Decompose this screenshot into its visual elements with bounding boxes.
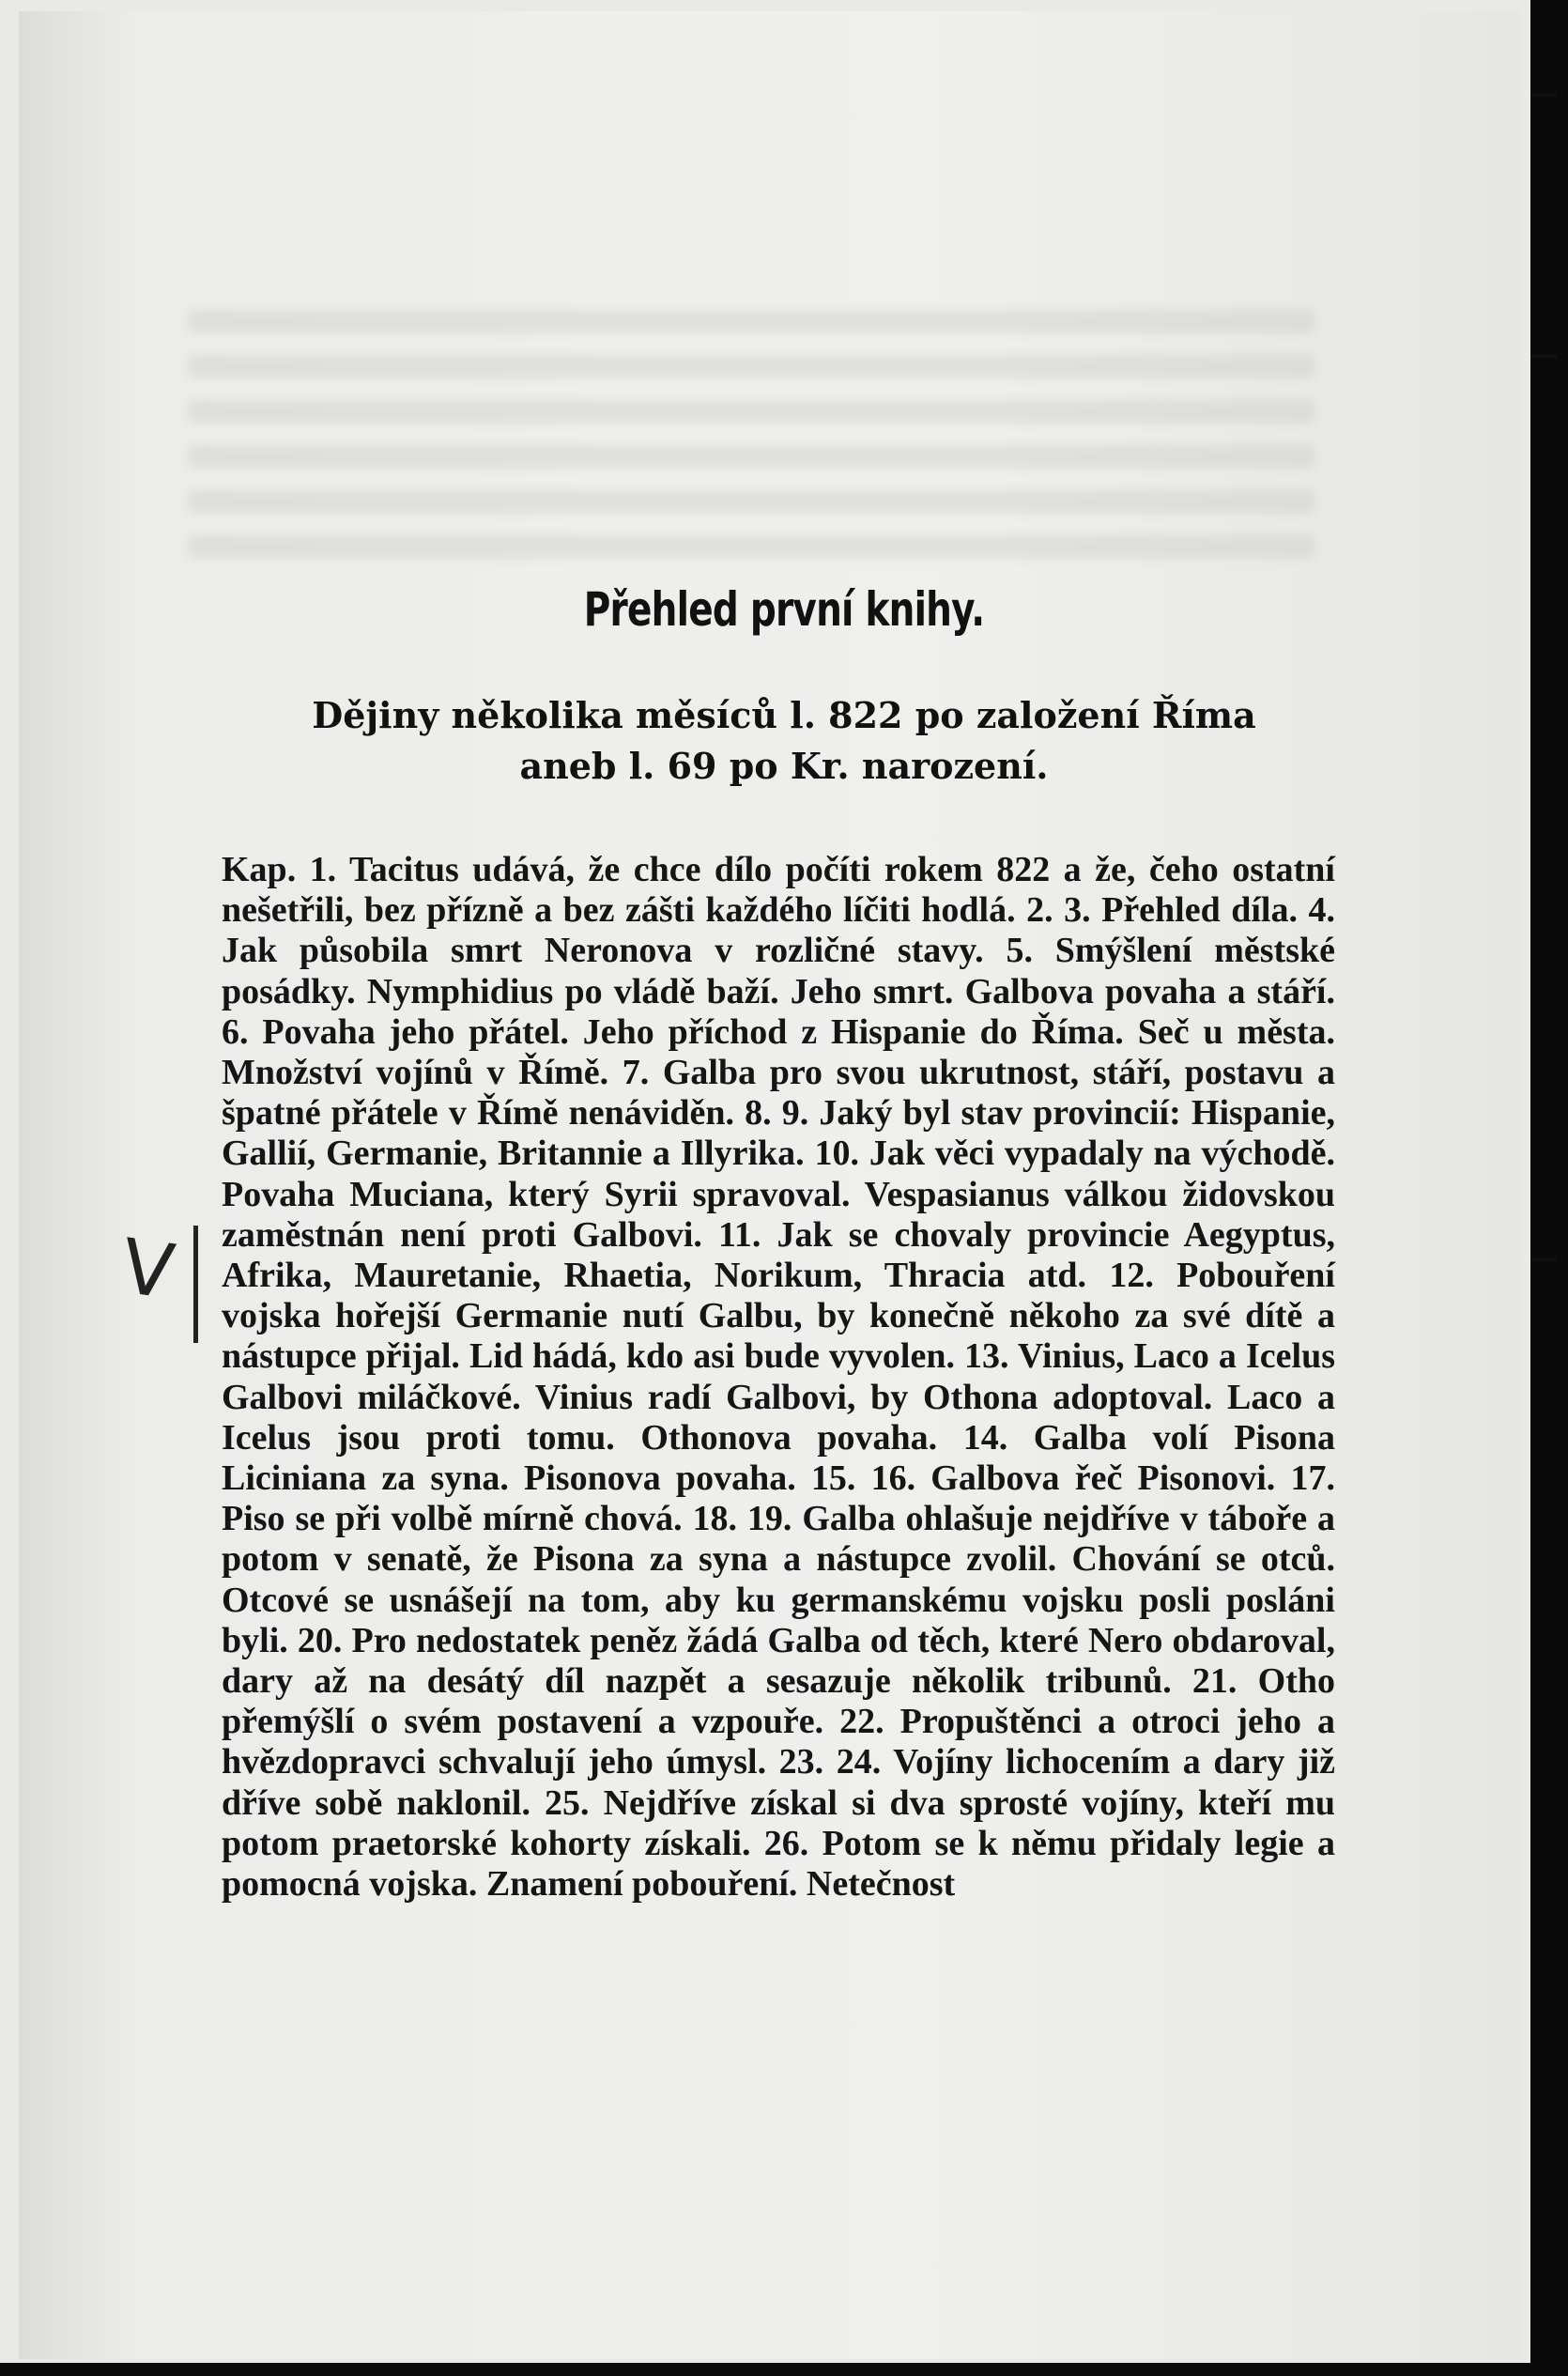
handwritten-margin-line bbox=[193, 1226, 198, 1343]
show-through-text bbox=[188, 310, 1314, 573]
scan-tick-mark bbox=[1530, 355, 1557, 358]
page-title: Přehled první knihy. bbox=[583, 582, 985, 637]
scan-border-right bbox=[1530, 0, 1568, 2376]
subtitle-line-2: aneb l. 69 po Kr. narození. bbox=[519, 745, 1049, 787]
page-subtitle bbox=[0, 690, 1568, 792]
handwritten-check-mark: V bbox=[115, 1222, 179, 1317]
subtitle-line-1: Dějiny několika měsíců l. 822 po založení Říma bbox=[312, 694, 1256, 736]
scan-border-bottom bbox=[0, 2363, 1568, 2376]
chapter-summary-text: Kap. 1. Tacitus udává, že chce dílo počíti rokem 822 a že, čeho ostatní nešetřili, bez přízně a bez zášti každého líčiti hodlá. 2. 3. Přehled díla. 4. Jak působila smrt Neronova v rozličné stavy. 5. Smýšlení městské posádky. Nymphidius po vládě baží. Jeho smrt. Galbova povaha a stáří. 6. Povaha jeho přátel. Jeho příchod z Hispanie do Říma. Seč u města. Množství vojínů v Římě. 7. Galba pro svou ukrutnost, stáří, postavu a špatné přátele v Římě nenáviděn. 8. 9. Jaký byl stav provincií: Hispanie, Gallií, Germanie, Britannie a Illyrika. 10. Jak věci vypadaly na východě. Povaha Muciana, který Syrii spravoval. Vespasianus válkou židovskou zaměstnán není proti Galbovi. 11. Jak se chovaly provincie Aegyptus, Afrika, Mauretanie, Rhaetia, Norikum, Thracia atd. 12. Pobouření vojska hořejší Germanie nutí Galbu, by konečně někoho za své dítě a nástupce přijal. Lid hádá, kdo asi bude vyvolen. 13. Vinius, Laco a Icelus Galbovi miláčkové. Vinius radí Galbovi, by Othona adoptoval. Laco a Icelus jsou proti tomu. Othonova povaha. 14. Galba volí Pisona Liciniana za syna. Pisonova povaha. 15. 16. Galbova řeč Pisonovi. 17. Piso se při volbě mírně chová. 18. 19. Galba ohlašuje nejdříve v táboře a potom v senatě, že Pisona za syna a nástupce zvolil. Chování se otců. Otcové se usnášejí na tom, aby ku germanskému vojsku posli posláni byli. 20. Pro nedostatek peněz žádá Galba od těch, které Nero obdaroval, dary až na desátý díl nazpět a sesazuje několik tribunů. 21. Otho přemýšlí o svém postavení a vzpouře. 22. Propuštěnci a otroci jeho a hvězdopravci schvalují jeho úmysl. 23. 24. Vojíny lichocením a dary již dříve sobě naklonil. 25. Nejdříve získal si dva sprosté vojíny, kteří mu potom praetorské kohorty získali. 26. Potom se k němu přidaly legie a pomocná vojska. Znamení pobouření. Netečnost bbox=[222, 850, 1335, 1905]
scan-tick-mark bbox=[1530, 1258, 1557, 1261]
scan-tick-mark bbox=[1530, 94, 1557, 97]
